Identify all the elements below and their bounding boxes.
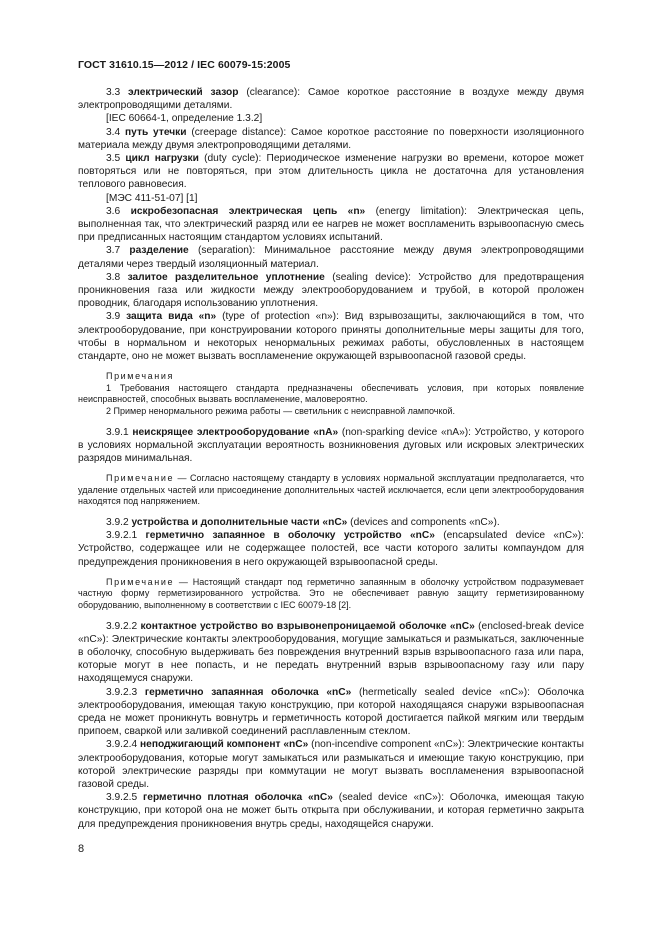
page-number: 8 [78, 843, 85, 855]
definition-3-7: 3.7 разделение (separation): Минимальное расстояние между двумя электропроводящими деталями через твердый изоляционный материал. [78, 245, 584, 270]
definition-3-9-2-3: 3.9.2.3 герметично запаянная оболочка «nC» (hermetically sealed device «nC»): Оболочка электрооборудования, имеющая такую конструкцию, при которой находящаяся снаружи взрывоопасная среда не может проникнуть вовнутрь и герметичность которой достигается пайкой мягким или твердым припоем, сваркой или заливкой соединений расплавленным стеклом. [78, 686, 584, 738]
reference: [МЭС 411-51-07] [1] [106, 192, 198, 204]
page-header: ГОСТ 31610.15—2012 / IEC 60079-15:2005 [78, 59, 291, 71]
term: цикл нагрузки [125, 153, 199, 165]
term: неискрящее электрооборудование «nA» [132, 426, 339, 438]
definition-3-9-2: 3.9.2 устройства и дополнительные части «nC» (devices and components «nC»). [106, 517, 500, 529]
term: герметично плотная оболочка «nC» [143, 792, 333, 804]
note-4: Примечание — Настоящий стандарт под герметично запаянным в оболочку устройством подразумевает частную форму герметизированного устройства. Это не обеспечивает равную защиту герметизированному оборудованию, выполненному в соответствии с IEC 60079-18 [2]. [78, 576, 584, 611]
document-body [78, 86, 584, 831]
definition-3-9: 3.9 защита вида «n» (type of protection «n»): Вид взрывозащиты, заключающийся в том, что электрооборудование, при конструировании которого приняты дополнительные меры защиты для того, чтобы в нормальном и некоторых ненормальных режимах работы, обусловленных в настоящем стандарте, оно не может вызвать воспламенение окружающей взрывоопасной газовой среды. [78, 311, 584, 363]
reference: [IEC 60664-1, определение 1.3.2] [106, 113, 263, 125]
note-2: 2 Пример ненормального режима работы — светильник с неисправной лампочкой. [106, 406, 456, 417]
term: герметично запаянное в оболочку устройство «nC» [145, 530, 435, 542]
term: защита вида «n» [126, 311, 217, 323]
definition-3-6: 3.6 искробезопасная электрическая цепь «n» (energy limitation): Электрическая цепь, выполненная так, что электрический разряд или ее нагрев не может воспламенить взрывоопасную смесь при предписанных настоящим стандартом условиях испытаний. [78, 205, 584, 244]
definition-3-5: 3.5 цикл нагрузки (duty cycle): Периодическое изменение нагрузки во времени, которое может повторяться или не повторяться, при этом длительность цикла не достаточна для установления теплового равновесия. [78, 153, 584, 191]
definition-3-9-2-4: 3.9.2.4 неподжигающий компонент «nC» (non-incendive component «nC»): Электрические контакты электрооборудования, которые могут замыкаться или размыкаться и имеющие такую конструкцию, при которой электрические разряды при коммутации не могут вызвать воспламенения взрывоопасной газовой среды. [78, 739, 584, 791]
term: путь утечки [125, 126, 187, 138]
term: контактное устройство во взрывонепроницаемой оболочке «nC» [140, 620, 475, 632]
definition-3-9-2-5: 3.9.2.5 герметично плотная оболочка «nC» (sealed device «nC»): Оболочка, имеющая такую конструкцию, при которой она не может быть открыта при обслуживании, и которая герметично закрыта для предупреждения проникновения внутрь среды, находящейся снаружи. [78, 792, 584, 830]
definition-3-3: 3.3 электрический зазор (clearance): Самое короткое расстояние в воздухе между двумя электропроводящими деталями. [78, 87, 584, 112]
term: электрический зазор [128, 87, 239, 98]
term: устройства и дополнительные части «nC» [131, 517, 348, 529]
notes-heading: Примечания [106, 371, 174, 382]
definition-3-9-2-2: 3.9.2.2 контактное устройство во взрывонепроницаемой оболочке «nC» (enclosed-break device «nC»): Электрические контакты электрооборудования, могущие замыкаться и размыкаться, заключенные в оболочку, способную выдерживать без повреждения внутренний взрыв взрывоопасного газа или пара, которые могут в нее попасть, и не передать внутренний взрыв взрывоопасному газу или пару находящемуся снаружи. [78, 620, 584, 685]
term: герметично запаянная оболочка «nC» [144, 686, 352, 698]
definition-3-9-1: 3.9.1 неискрящее электрооборудование «nA» (non-sparking device «nA»): Устройство, у которого в условиях нормальной эксплуатации вероятность возникновения дуговых или искровых электрических разрядов минимальная. [78, 426, 584, 465]
term: неподжигающий компонент «nC» [140, 739, 309, 751]
definition-3-4: 3.4 путь утечки (creepage distance): Самое короткое расстояние по поверхности изоляционного материала между двумя электропроводящими деталями. [78, 126, 584, 151]
definition-3-9-2-1: 3.9.2.1 герметично запаянное в оболочку устройство «nC» (encapsulated device «nC»): Устройство, содержащее или не содержащее полостей, все части которого залиты компаундом для предупреждения проникновения в него окружающей взрывоопасной среды. [78, 530, 584, 568]
term: залитое разделительное уплотнение [127, 271, 325, 283]
definition-3-8: 3.8 залитое разделительное уплотнение (sealing device): Устройство для предотвращения проникновения газа или жидкости между электрооборудованием и трубой, в которой проложен проводник, благодаря использованию уплотнения. [78, 271, 584, 310]
note-3: Примечание — Согласно настоящему стандарту в условиях нормальной эксплуатации предполагается, что удаление отдельных частей или присоединение дополнительных частей исключается, если цепи электрооборудования находятся под напряжением. [78, 473, 584, 507]
term: искробезопасная электрическая цепь «n» [130, 205, 366, 217]
note-1: 1 Требования настоящего стандарта предназначены обеспечивать условия, при которых появление неисправностей, способных вызвать воспламенение, маловероятно. [78, 382, 584, 405]
term: разделение [129, 245, 189, 257]
